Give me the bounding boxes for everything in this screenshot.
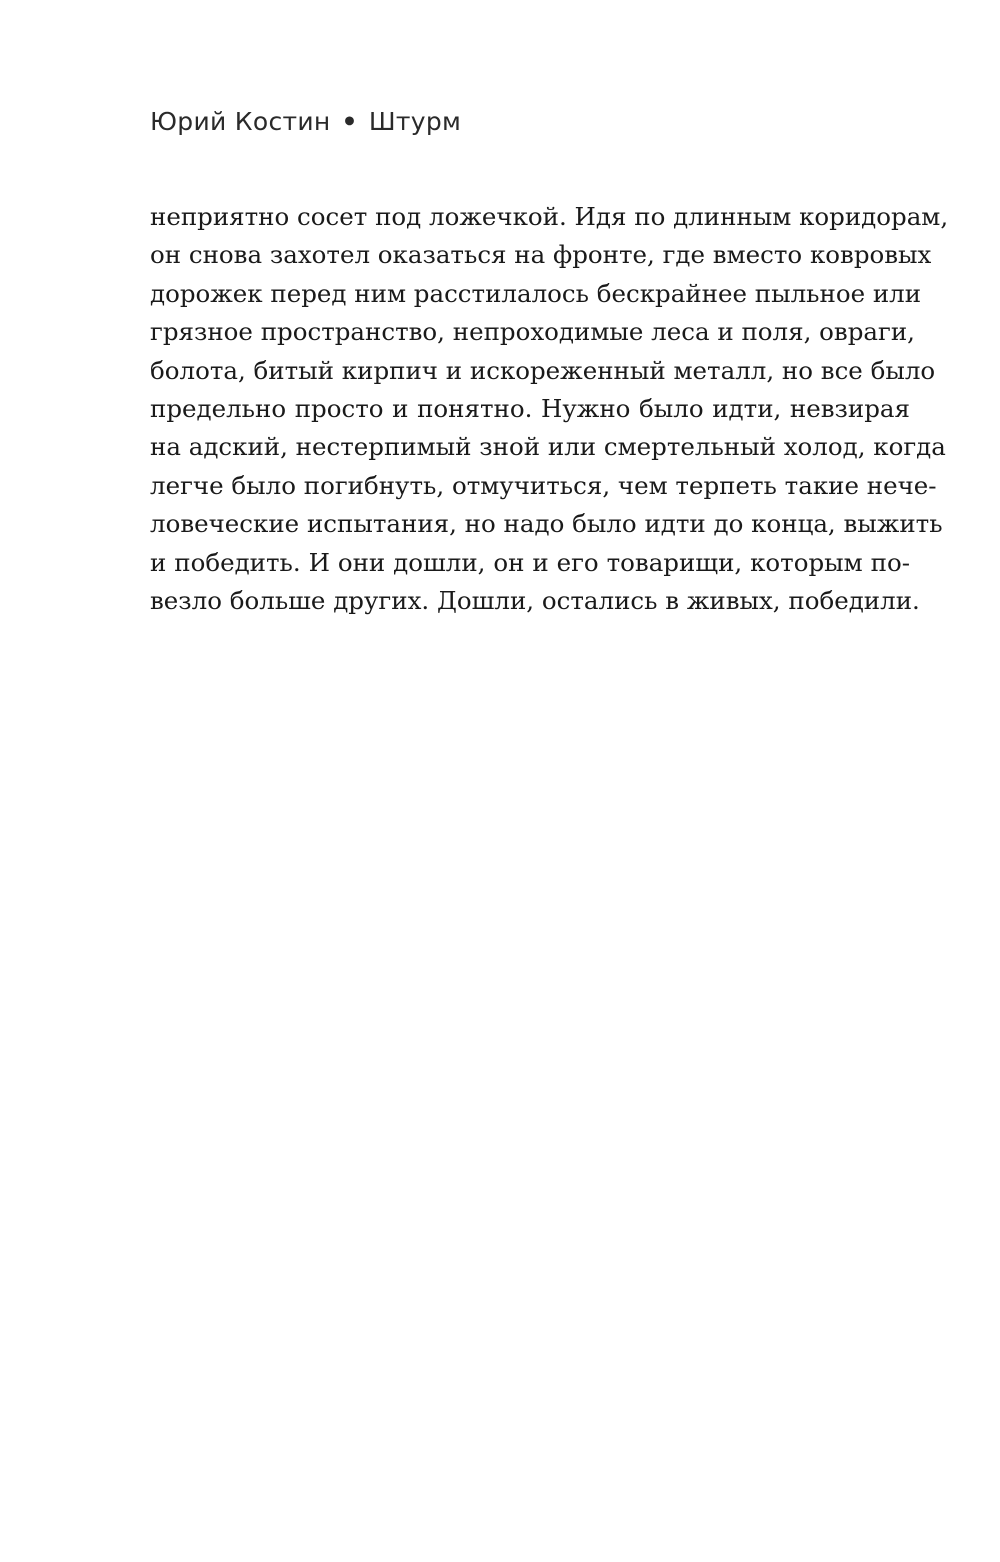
text-line: болота, битый кирпич и искореженный металл, но все было bbox=[150, 355, 936, 385]
text-line: легче было погибнуть, отмучиться, чем терпеть такие нече- bbox=[150, 470, 937, 500]
running-head-title: Штурм bbox=[368, 107, 462, 136]
running-head-author: Юрий Костин bbox=[150, 107, 331, 136]
body-paragraph bbox=[150, 198, 949, 620]
running-head bbox=[150, 104, 461, 140]
text-line: дорожек перед ним расстилалось бескрайнее пыльное или bbox=[150, 278, 922, 308]
text-line: неприятно сосет под ложечкой. Идя по длинным коридорам, bbox=[150, 202, 949, 231]
text-line: и победить. И они дошли, он и его товарищи, которым по- bbox=[150, 547, 910, 577]
text-line: на адский, нестерпимый зной или смертельный холод, когда bbox=[150, 432, 946, 462]
text-line: он снова захотел оказаться на фронте, где вместо ковровых bbox=[150, 240, 932, 270]
running-head-separator: • bbox=[341, 107, 358, 136]
text-line: грязное пространство, непроходимые леса и поля, овраги, bbox=[150, 317, 915, 347]
text-line: ловеческие испытания, но надо было идти до конца, выжить bbox=[150, 509, 943, 539]
text-line: предельно просто и понятно. Нужно было идти, невзирая bbox=[150, 393, 910, 423]
text-line: везло больше других. Дошли, остались в живых, победили. bbox=[150, 585, 920, 615]
